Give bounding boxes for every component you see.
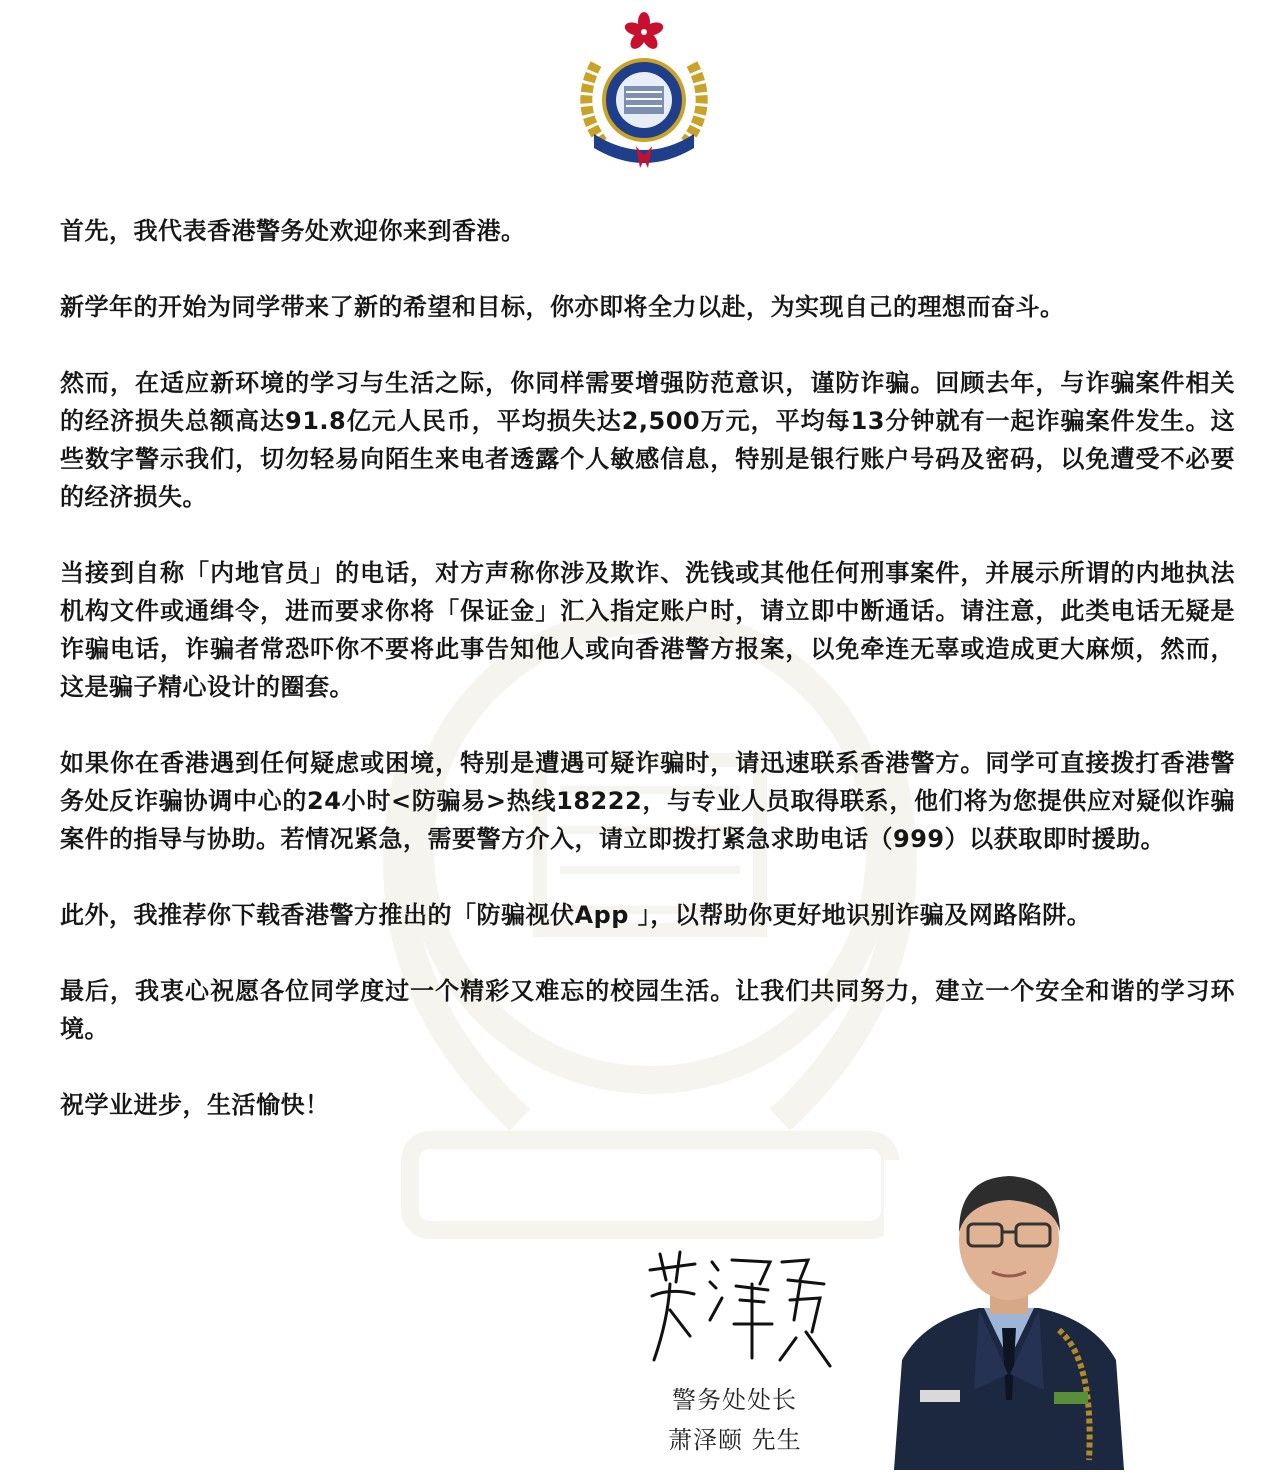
paragraph-contact-police: 如果你在香港遇到任何疑虑或困境，特别是遭遇可疑诈骗时，请迅速联系香港警方。同学可直接拨打香港警务处反诈骗协调中心的24小时<防骗易>热线18222，与专业人员取得联系，他们将为您提供应对疑似诈骗案件的指导与协助。若情况紧急，需要警方介入，请立即拨打紧急求助电话（999）以获取即时援助。 (60, 749, 1235, 853)
paragraph-fraud-statistics: 然而，在适应新环境的学习与生活之际，你同样需要增强防范意识，谨防诈骗。回顾去年，与诈骗案件相关的经济损失总额高达91.8亿元人民币，平均损失达2,500万元，平均每13分钟就有一起诈骗案件发生。这些数字警示我们，切勿轻易向陌生来电者透露个人敏感信息，特别是银行账户号码及密码，以免遭受不必要的经济损失。 (60, 369, 1235, 511)
closing-greeting: 祝学业进步，生活愉快！ (60, 1091, 330, 1119)
letter-body (60, 212, 1235, 1162)
signatory-name: 萧泽颐 先生 (668, 1426, 802, 1454)
commissioner-portrait (884, 1160, 1134, 1470)
paragraph-app-recommendation: 此外，我推荐你下载香港警方推出的「防骗视伏App 」，以帮助你更好地识别诈骗及网路陷阱。 (60, 901, 1092, 929)
paragraph-best-wishes: 最后，我衷心祝愿各位同学度过一个精彩又难忘的校园生活。让我们共同努力，建立一个安全和谐的学习环境。 (60, 977, 1235, 1043)
hong-kong-police-crest (556, 6, 732, 174)
signatory-title: 警务处处长 (672, 1386, 797, 1414)
paragraph-new-year: 新学年的开始为同学带来了新的希望和目标，你亦即将全力以赴，为实现自己的理想而奋斗。 (60, 293, 1065, 321)
paragraph-welcome: 首先，我代表香港警务处欢迎你来到香港。 (60, 217, 526, 245)
handwritten-signature (640, 1240, 840, 1370)
paragraph-official-impersonation: 当接到自称「内地官员」的电话，对方声称你涉及欺诈、洗钱或其他任何刑事案件，并展示所谓的内地执法机构文件或通缉令，进而要求你将「保证金」汇入指定账户时，请立即中断通话。请注意，此类电话无疑是诈骗电话，诈骗者常恐吓你不要将此事告知他人或向香港警方报案，以免牵连无辜或造成更大麻烦，然而，这是骗子精心设计的圈套。 (60, 559, 1235, 701)
